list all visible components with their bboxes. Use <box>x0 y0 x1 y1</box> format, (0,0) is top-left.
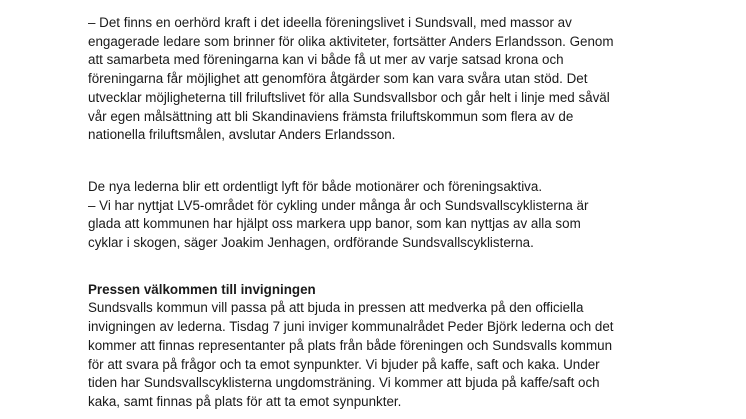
text-line: för att svara på frågor och ta emot synpunkter. Vi bjuder på kaffe, saft och kaka. Under <box>88 356 600 372</box>
text-line: kommer att finnas representanter på plats från både föreningen och Sundsvalls kommun <box>88 337 613 353</box>
text-line: föreningarna får möjlighet att genomföra åtgärder som kan vara svåra utan stöd. Det <box>88 71 588 87</box>
text-line: utvecklar möjligheterna till friluftslivet för alla Sundsvallsbor och går helt i linje med såväl <box>88 89 610 105</box>
section-heading-press: Pressen välkommen till invigningen <box>88 281 316 297</box>
text-line: vår egen målsättning att bli Skandinaviens främsta friluftskommun som flera av de <box>88 108 574 124</box>
text-line: nationella friluftsmålen, avslutar Anders Erlandsson. <box>88 127 396 143</box>
text-line: kaka, samt finnas på plats för att ta emot synpunkter. <box>88 393 402 409</box>
text-line: att samarbeta med föreningarna kan vi både få ut mer av varje satsad krona och <box>88 52 564 68</box>
text-line: glada att kommunen har hjälpt oss markera upp banor, som kan nyttjas av alla som <box>88 216 581 232</box>
text-line: – Vi har nyttjat LV5-området för cykling under många år och Sundsvallscyklisterna är <box>88 197 589 213</box>
text-line: engagerade ledare som brinner för olika aktiviteter, fortsätter Anders Erlandsson. Genom <box>88 33 614 49</box>
text-line: invigningen av lederna. Tisdag 7 juni inviger kommunalrådet Peder Björk lederna och det <box>88 319 614 335</box>
text-line: cyklar i skogen, säger Joakim Jenhagen, ordförande Sundsvallscyklisterna. <box>88 235 534 251</box>
text-line: De nya lederna blir ett ordentligt lyft för både motionärer och föreningsaktiva. <box>88 178 543 194</box>
paragraph-quote-joakim <box>88 178 728 253</box>
text-line: – Det finns en oerhörd kraft i det ideella föreningslivet i Sundsvall, med massor av <box>88 15 572 30</box>
document-body <box>88 14 728 412</box>
text-line: tiden har Sundsvallscyklisterna ungdomsträning. Vi kommer att bjuda på kaffe/saft och <box>88 375 600 391</box>
paragraph-quote-anders <box>88 14 728 145</box>
paragraph-press-invitation <box>88 299 728 411</box>
text-line: Sundsvalls kommun vill passa på att bjuda in pressen att medverka på den officiella <box>88 300 584 316</box>
